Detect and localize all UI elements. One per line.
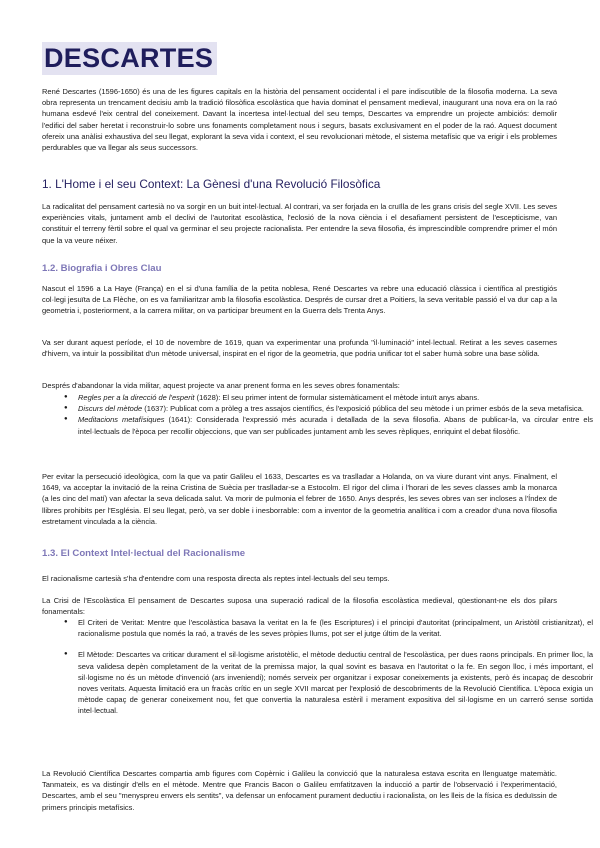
list-item bbox=[78, 403, 593, 414]
section-1-3-heading: 1.3. El Context Intel·lectual del Racionalisme bbox=[42, 548, 246, 559]
section-1-paragraph: La radicalitat del pensament cartesià no va sorgir en un buit intel·lectual. Al contrari, va ser forjada en la cruïlla de les grans crisis del segle XVII. Les seves experiències vitals, juntament amb el declivi de l'autoritat escolàstica, l'eclosió de la nova ciència i el desafiament persistent de l'escepticisme, van constituir el terreny fèrtil sobre el qual va germinar el seu projecte racionalista. Per entendre la seva filosofia, és imprescindible comprendre primer el món que la va veure néixer. bbox=[42, 202, 557, 245]
context-paragraph-3: La Revolució Científica Descartes compartia amb figures com Copèrnic i Galileu la convicció que la naturalesa estava escrita en llenguatge matemàtic. Tanmateix, es va distingir d'ells en el mètode. Mentre que Francis Bacon o Galileu emfatitzaven la inducció a partir de l'observació i l'experimentació, Descartes, amb el seu "menyspreu envers els sentits", va defensar un enfocament purament deductiu i racionalista, on les lleis de la física es deduïssin de primers principis metafísics. bbox=[42, 769, 557, 812]
section-1-heading: 1. L'Home i el seu Context: La Gènesi d'una Revolució Filosòfica bbox=[42, 177, 381, 191]
list-spacer bbox=[78, 639, 593, 649]
intro-paragraph: René Descartes (1596-1650) és una de les figures capitals en la història del pensament occidental i el pare indiscutible de la filosofia moderna. La seva obra representa un trencament decisiu amb la tradició filosòfica escolàstica que havia dominat el pensament medieval, inaugurant una nova era on la raó humana esdevé l'eix central del coneixement. Davant la incertesa intel·lectual del seu temps, Descartes va emprendre un projecte ambiciós: demolir l'edifici del saber heretat i reconstruir-lo sobre uns fonaments completament nous i segurs, basats exclusivament en el poder de la raó. Aquest document ofereix una anàlisi exhaustiva del seu llegat, explorant la seva vida i context, el seu revolucionari mètode, el sistema metafísic que va erigir i els problemes perdurables que va llegar als seus successors. bbox=[42, 87, 557, 153]
list-item: ● El Criteri de Veritat: Mentre que l'escolàstica basava la veritat en la fe (les Escriptures) i el principi d'autoritat (principalment, un Aristòtil cristianitzat), el racionalisme postula que només la raó, a través de les seves pròpies llums, pot ser el jutge últim de la veritat. bbox=[78, 617, 593, 639]
title-banner bbox=[42, 42, 217, 75]
biography-paragraph-4: Per evitar la persecució ideològica, com la que va patir Galileu el 1633, Descartes es va traslladar a Holanda, on va viure durant vint anys. Finalment, el 1649, va acceptar la invitació de la reina Cristina de Suècia per traslladar-se a Estocolm. El rigor del clima i l'horari de les seves classes amb la monarca (a les cinc del matí) van afectar la seva delicada salut. Va morir de pulmonia el febrer de 1650. Anys després, les seves obres van ser incloses a l'Índex de llibres prohibits per l'Església. El seu llegat, però, va ser doble i inesborrable: com a inventor de la geometria analítica i com a creador d'una nova filosofia estretament vinculada a la ciència. bbox=[42, 472, 557, 526]
work-description: (1637): Publicat com a pròleg a tres assajos científics, és l'exposició pública del seu mètode i un primer esbós de la seva metafísica. bbox=[142, 404, 584, 414]
list-item bbox=[78, 392, 593, 403]
work-description: (1628): El seu primer intent de formular sistemàticament el mètode intuït anys abans. bbox=[194, 393, 480, 402]
context-paragraph-2: La Crisi de l'Escolàstica El pensament de Descartes suposa una superació radical de la filosofia escolàstica medieval, qüestionant-ne els dos pilars fonamentals: bbox=[42, 596, 557, 617]
section-1-2-heading: 1.2. Biografia i Obres Clau bbox=[42, 263, 162, 274]
list-item: ● El Mètode: Descartes va criticar durament el sil·logisme aristotèlic, el mètode deductiu central de l'escolàstica, per dues raons principals. En primer lloc, la seva validesa depèn completament de la veritat de la premissa major, la qual sovint es basava en l'autoritat o la fe. En segon lloc, i més important, el sil·logisme no és un mètode d'invenció (ars inveniendi); només serveix per organitzar i exposar coneixements ja existents, però és incapaç de descobrir noves veritats. Aquesta limitació era un fracàs crític en un segle XVII marcat per l'explosió de descobriments de la Revolució Científica. L'època exigia un mètode capaç de generar coneixement nou, fet que convertia la naturalesa estèril i merament expositiva del sil·logisme en un carreró sense sortida intel·lectual. bbox=[78, 649, 593, 716]
page-title: DESCARTES bbox=[44, 43, 214, 73]
context-paragraph-1: El racionalisme cartesià s'ha d'entendre com una resposta directa als reptes intel·lectuals del seu temps. bbox=[42, 574, 390, 583]
work-title: Discurs del mètode bbox=[78, 404, 143, 414]
work-title: Meditacions metafísiques bbox=[78, 415, 165, 425]
works-list bbox=[42, 392, 593, 437]
biography-paragraph-2: Va ser durant aquest període, el 10 de novembre de 1619, quan va experimentar una profunda "il·luminació" intel·lectual. Retirat a les seves casernes d'hivern, va intuir la possibilitat d'un mètode universal, inspirat en el rigor de la geometria, que podria unificar tot el saber humà sobre una base sòlida. bbox=[42, 338, 557, 359]
list-item bbox=[78, 414, 593, 436]
biography-paragraph-3: Després d'abandonar la vida militar, aquest projecte va anar prenent forma en les seves obres fonamentals: bbox=[42, 381, 400, 390]
work-description: (1641): Considerada l'expressió més acurada i detallada de la seva filosofia. Abans de publicar-la, va circular entre els intel·lectuals de l'època per recollir objeccions, que van ser publicades juntament amb les seves rèpliques, enriquint el debat filosòfic. bbox=[78, 415, 593, 436]
work-title: Regles per a la direcció de l'esperit bbox=[78, 393, 195, 402]
scholasticism-list bbox=[42, 617, 593, 717]
biography-paragraph-1: Nascut el 1596 a La Haye (França) en el si d'una família de la petita noblesa, René Descartes va rebre una educació clàssica i científica al prestigiós col·legi jesuïta de La Flèche, on es va familiaritzar amb la filosofia escolàstica. Després de cursar dret a Poitiers, la seva veritable passió el va dur cap a la geometria i, posteriorment, a la carrera militar, on va participar breument en la Guerra dels Trenta Anys. bbox=[42, 284, 557, 316]
